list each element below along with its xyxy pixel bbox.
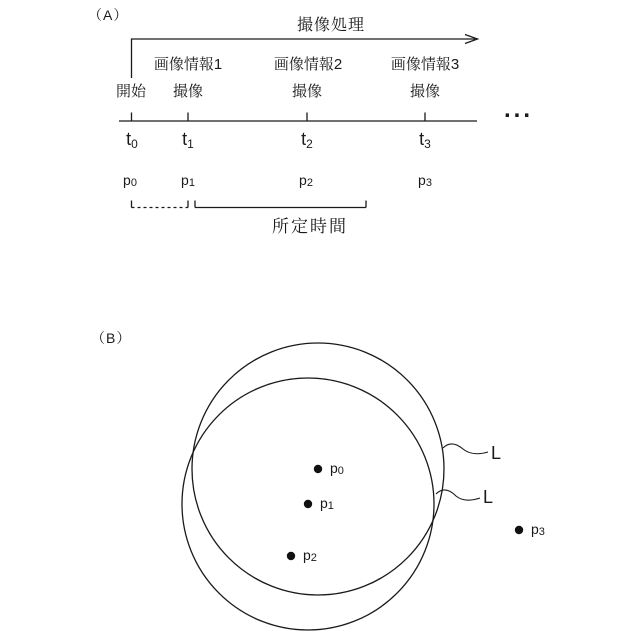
position-label-p3: p3: [418, 172, 432, 189]
position-label-p0: p0: [123, 172, 137, 189]
capture-label-2: 撮像: [291, 83, 323, 100]
process-title: 撮像処理: [296, 17, 366, 34]
time-label-t2: $t_2$: [301, 129, 313, 151]
image-info-label-1: 画像情報1: [153, 56, 223, 73]
time-label-t0: $t_0$: [126, 129, 138, 151]
position-label-p2: p2: [299, 172, 313, 189]
position-label-p1: p1: [181, 172, 195, 189]
point-dot-p2: [287, 552, 295, 560]
start-label: 開始: [115, 83, 147, 100]
timeline-ellipsis: ...: [504, 96, 534, 123]
time-label-t3: $t_3$: [419, 129, 431, 151]
circle-label-l1: L: [491, 443, 502, 464]
image-info-label-2: 画像情報2: [273, 56, 343, 73]
image-info-label-3: 画像情報3: [390, 56, 460, 73]
point-dot-p3: [515, 526, 523, 534]
panel-a-label: （A）: [88, 7, 129, 23]
leader-line-l1: [443, 444, 488, 454]
capture-label-1: 撮像: [172, 83, 204, 100]
circle-label-l2: L: [483, 487, 494, 508]
time-label-t1: $t_1$: [182, 129, 194, 151]
capture-label-3: 撮像: [409, 83, 441, 100]
b-point-label-p3: p3: [531, 520, 545, 538]
duration-label: 所定時間: [272, 217, 348, 236]
b-point-label-p0: p0: [330, 459, 344, 477]
b-point-label-p1: p1: [320, 494, 334, 512]
panel-b-label: （B）: [91, 330, 132, 346]
b-point-label-p2: p2: [303, 546, 317, 564]
point-dot-p1: [304, 500, 312, 508]
point-dot-p0: [314, 465, 322, 473]
